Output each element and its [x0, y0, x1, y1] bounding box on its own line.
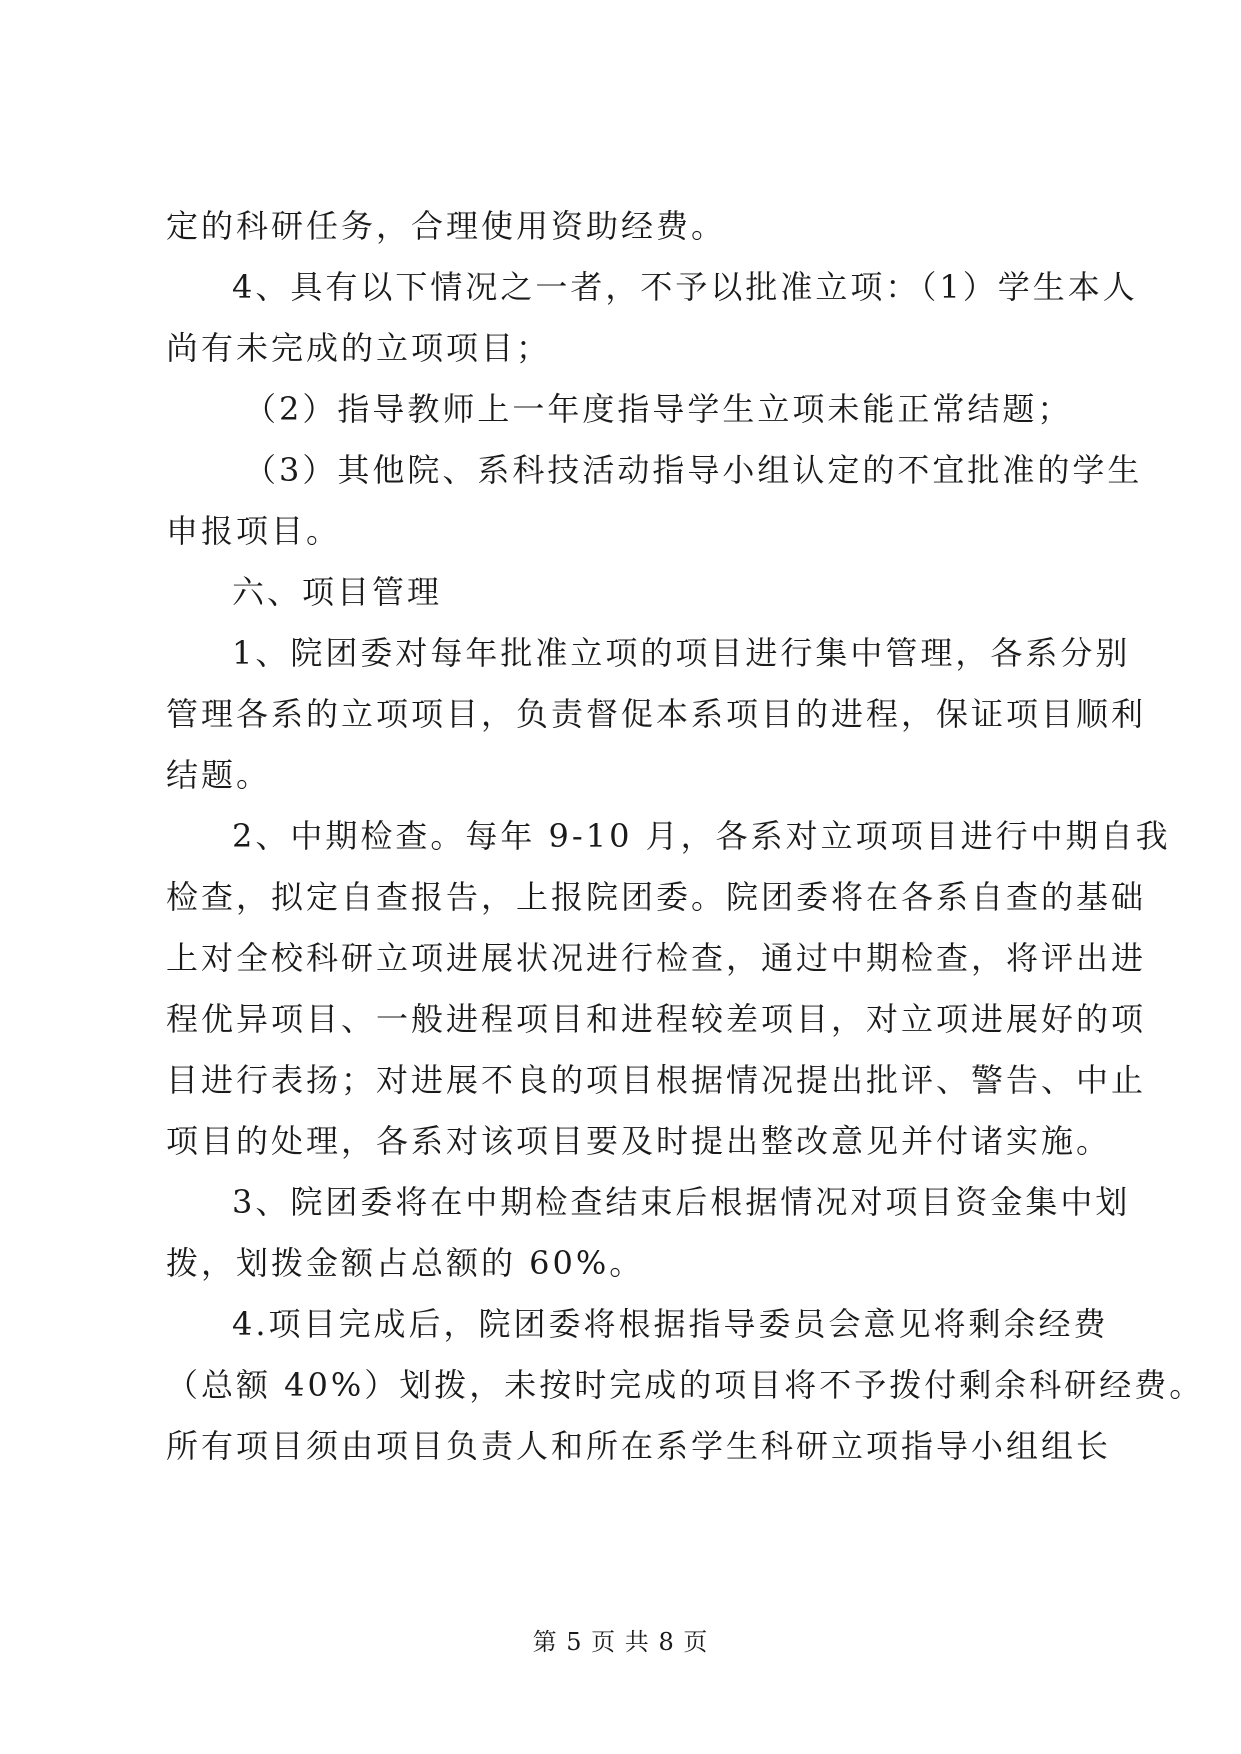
text-line: 2、中期检查。每年 9-10 月，各系对立项项目进行中期自我 [232, 817, 1171, 855]
text-line: 4、具有以下情况之一者，不予以批准立项：（1）学生本人 [232, 268, 1138, 306]
page-number-footer: 第 5 页 共 8 页 [532, 1628, 709, 1656]
text-line: 4.项目完成后，院团委将根据指导委员会意见将剩余经费 [232, 1305, 1109, 1343]
document-body [166, 196, 1205, 1477]
text-line: 程优异项目、一般进程项目和进程较差项目，对立项进展好的项 [166, 1000, 1147, 1038]
text-line: 申报项目。 [166, 512, 342, 550]
text-line: 上对全校科研立项进展状况进行检查，通过中期检查，将评出进 [166, 939, 1147, 977]
text-line: 1、院团委对每年批准立项的项目进行集中管理，各系分别 [232, 634, 1131, 672]
text-line: 尚有未完成的立项项目； [166, 329, 552, 367]
text-line: 管理各系的立项项目，负责督促本系项目的进程，保证项目顺利 [166, 695, 1147, 733]
text-line: 拨，划拨金额占总额的 60%。 [166, 1244, 645, 1282]
text-line: （总额 40%）划拨，未按时完成的项目将不予拨付剩余科研经费。 [166, 1366, 1205, 1404]
text-line: 结题。 [166, 756, 272, 794]
text-line: 检查，拟定自查报告，上报院团委。院团委将在各系自查的基础 [166, 878, 1147, 916]
text-line: 3、院团委将在中期检查结束后根据情况对项目资金集中划 [232, 1183, 1131, 1221]
text-line: 所有项目须由项目负责人和所在系学生科研立项指导小组组长 [166, 1427, 1112, 1465]
text-line: （2）指导教师上一年度指导学生立项未能正常结题； [244, 390, 1073, 428]
text-line: 项目的处理，各系对该项目要及时提出整改意见并付诸实施。 [166, 1122, 1112, 1160]
text-line: 定的科研任务，合理使用资助经费。 [166, 207, 727, 245]
text-line: （3）其他院、系科技活动指导小组认定的不宜批准的学生 [244, 451, 1143, 489]
section-heading: 六、项目管理 [232, 573, 443, 611]
text-line: 目进行表扬；对进展不良的项目根据情况提出批评、警告、中止 [166, 1061, 1147, 1099]
